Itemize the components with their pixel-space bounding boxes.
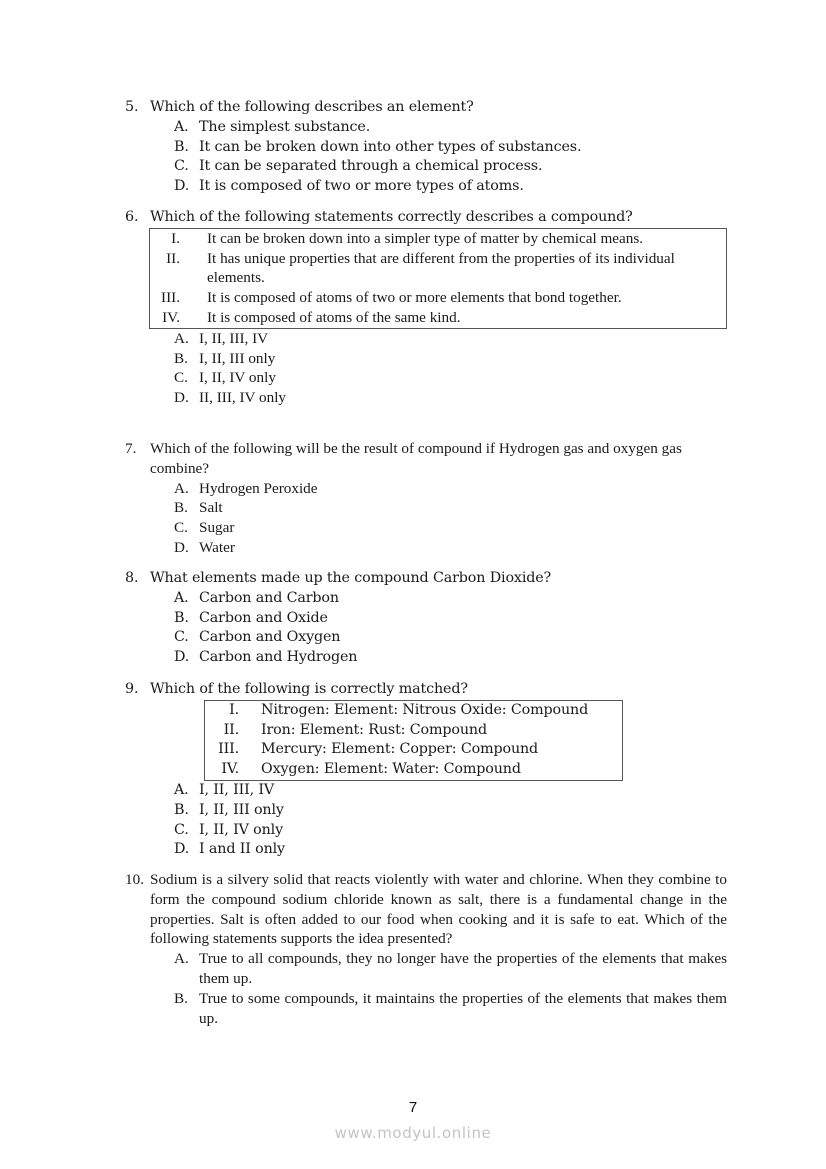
statement-numeral: I. <box>229 701 239 718</box>
option-a[interactable] <box>174 781 727 801</box>
statement-row <box>205 740 622 760</box>
option-text: It can be broken down into other types of substances. <box>199 138 582 155</box>
statement-numeral: IV. <box>221 761 239 778</box>
option-d[interactable] <box>174 648 727 668</box>
option-text: I, II, III only <box>199 349 276 367</box>
option-text: True to all compounds, they no longer have the properties of the elements that makes them up. <box>199 950 727 987</box>
question-number: 9. <box>125 681 139 697</box>
statement-row <box>205 760 622 780</box>
option-letter: C. <box>174 519 188 537</box>
option-b[interactable] <box>174 138 727 158</box>
option-letter: C. <box>174 821 189 838</box>
option-letter: B. <box>174 989 188 1007</box>
option-text: It can be separated through a chemical process. <box>199 158 543 175</box>
watermark: www.modyul.online <box>334 1124 492 1142</box>
question-text: Sodium is a silvery solid that reacts violently with water and chlorine. When they combine to form the compound sodium chloride known as salt, there is a fundamental change in the properties. Salt is often added to our food when cooking and it is safe to eat. Which of the following statements supports the idea presented? <box>150 871 727 948</box>
option-text: Hydrogen Peroxide <box>199 479 318 497</box>
option-text: I and II only <box>199 841 285 858</box>
statement-row <box>150 308 726 328</box>
option-letter: A. <box>174 950 189 968</box>
option-c[interactable] <box>174 368 727 388</box>
option-letter: B. <box>174 609 189 626</box>
option-letter: C. <box>174 629 189 646</box>
option-letter: A. <box>174 781 189 798</box>
option-letter: A. <box>174 479 189 497</box>
option-text: Carbon and Carbon <box>199 589 339 606</box>
statement-row <box>150 249 726 289</box>
option-text: I, II, III, IV <box>199 329 269 347</box>
option-a[interactable] <box>174 589 727 609</box>
option-text: I, II, IV only <box>199 821 284 838</box>
statement-row <box>205 701 622 721</box>
question-text: Which of the following will be the result of compound if Hydrogen gas and oxygen gas combine? <box>150 440 682 477</box>
options-list <box>174 949 727 1028</box>
option-letter: B. <box>174 138 189 155</box>
question-5 <box>125 98 727 197</box>
option-text: The simplest substance. <box>199 118 371 135</box>
statement-numeral: II. <box>223 721 239 738</box>
statement-numeral: I. <box>171 229 180 247</box>
statement-text: It has unique properties that are different from the properties of its individual elements. <box>207 249 675 287</box>
question-9 <box>125 680 727 860</box>
statement-text: Oxygen: Element: Water: Compound <box>261 761 521 778</box>
options-list <box>174 118 727 197</box>
option-text: I, II, IV only <box>199 369 276 387</box>
options-list <box>174 589 727 668</box>
statement-text: Nitrogen: Element: Nitrous Oxide: Compound <box>261 701 589 718</box>
option-letter: B. <box>174 499 188 517</box>
page-number: 7 <box>408 1099 418 1116</box>
option-b[interactable] <box>174 498 727 518</box>
options-list <box>174 329 727 408</box>
option-letter: A. <box>174 589 189 606</box>
option-letter: B. <box>174 349 188 367</box>
option-b[interactable] <box>174 349 727 369</box>
option-c[interactable] <box>174 821 727 841</box>
option-text: Water <box>199 538 235 556</box>
option-letter: D. <box>174 178 190 195</box>
statement-numeral: III. <box>218 741 239 758</box>
option-b[interactable] <box>174 801 727 821</box>
option-letter: D. <box>174 841 190 858</box>
statement-text: It is composed of atoms of two or more elements that bond together. <box>207 289 622 307</box>
option-letter: C. <box>174 158 189 175</box>
question-10 <box>125 870 727 1028</box>
statement-numeral: II. <box>166 249 180 267</box>
question-number: 6. <box>125 209 139 225</box>
question-number: 8. <box>125 570 139 586</box>
option-letter: B. <box>174 801 189 818</box>
option-text: II, III, IV only <box>199 389 287 407</box>
option-text: I, II, III only <box>199 801 284 818</box>
option-a[interactable] <box>174 479 727 499</box>
option-text: True to some compounds, it maintains the properties of the elements that makes them up. <box>199 989 727 1027</box>
question-text: Which of the following is correctly matched? <box>150 681 468 697</box>
option-d[interactable] <box>174 388 727 408</box>
option-d[interactable] <box>174 538 727 558</box>
option-letter: D. <box>174 538 189 556</box>
option-letter: A. <box>174 329 189 347</box>
options-list <box>174 479 727 558</box>
option-c[interactable] <box>174 157 727 177</box>
option-c[interactable] <box>174 518 727 538</box>
statement-text: It is composed of atoms of the same kind. <box>207 308 461 326</box>
statement-text: Mercury: Element: Copper: Compound <box>261 741 539 758</box>
statement-numeral: IV. <box>162 308 180 326</box>
option-letter: C. <box>174 369 188 387</box>
question-number: 10. <box>125 871 144 888</box>
option-letter: D. <box>174 649 190 666</box>
statement-row <box>150 288 726 308</box>
option-c[interactable] <box>174 628 727 648</box>
option-letter: D. <box>174 389 189 407</box>
option-letter: A. <box>174 118 189 135</box>
statement-text: It can be broken down into a simpler type of matter by chemical means. <box>207 229 644 247</box>
question-number: 5. <box>125 99 139 115</box>
option-b[interactable] <box>174 989 727 1029</box>
option-text: I, II, III, IV <box>199 781 275 798</box>
options-list <box>174 781 727 860</box>
option-a[interactable] <box>174 118 727 138</box>
option-text: Carbon and Oxide <box>199 609 328 626</box>
statement-numeral: III. <box>161 289 180 307</box>
statement-row <box>205 721 622 741</box>
option-text: Salt <box>199 499 223 517</box>
statement-text: Iron: Element: Rust: Compound <box>261 721 487 738</box>
option-b[interactable] <box>174 609 727 629</box>
question-6 <box>125 208 727 408</box>
question-text: Which of the following statements correctly describes a compound? <box>150 209 633 225</box>
question-number: 7. <box>125 440 137 457</box>
option-a[interactable] <box>174 329 727 349</box>
question-7 <box>125 439 727 558</box>
option-a[interactable] <box>174 949 727 989</box>
option-d[interactable] <box>174 840 727 860</box>
question-text: Which of the following describes an element? <box>150 99 474 115</box>
option-text: Carbon and Oxygen <box>199 629 341 646</box>
option-d[interactable] <box>174 177 727 197</box>
option-text: Carbon and Hydrogen <box>199 649 358 666</box>
option-text: It is composed of two or more types of atoms. <box>199 178 524 195</box>
question-text: What elements made up the compound Carbon Dioxide? <box>150 570 552 586</box>
statement-row <box>150 229 726 249</box>
statements-box <box>149 228 727 329</box>
option-text: Sugar <box>199 519 235 537</box>
statements-box <box>204 700 623 781</box>
question-8 <box>125 569 727 668</box>
